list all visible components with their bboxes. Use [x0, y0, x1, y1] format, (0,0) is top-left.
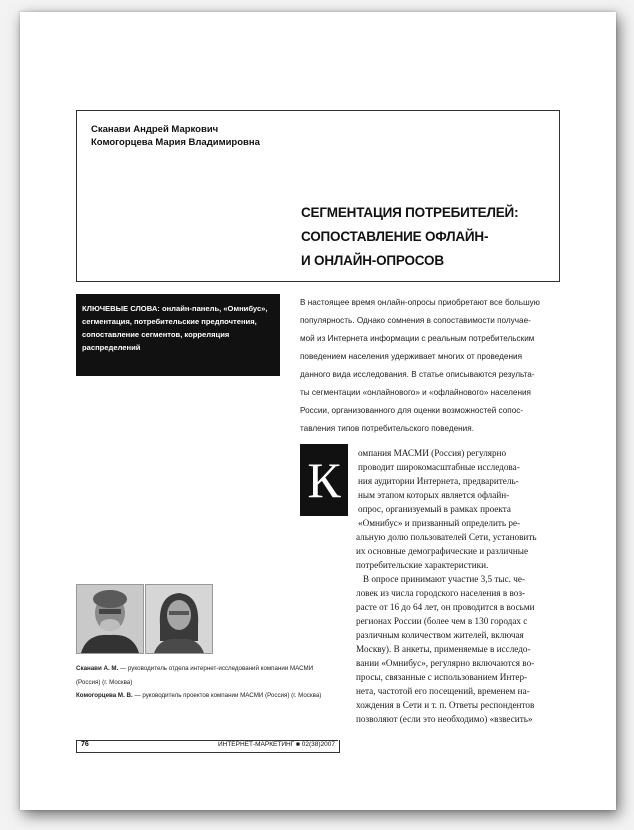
abstract-line: популярность. Однако сомнения в сопоставимости получае-: [300, 316, 531, 325]
page-number: 76: [81, 741, 89, 748]
abstract-line: России, организованного для оценки возможностей сопос-: [300, 406, 524, 415]
body-text-top: [358, 446, 520, 530]
drop-cap: К: [300, 444, 348, 516]
body-line: хождения в Сети и т. п. Ответы респондентов: [356, 700, 535, 710]
title-line: И ОНЛАЙН-ОПРОСОВ: [301, 253, 444, 268]
portrait-male-icon: [77, 585, 143, 653]
article-title: [301, 201, 551, 273]
abstract-line: поведением населения удерживает многих от проведения: [300, 352, 523, 361]
body-line: ловек из числа городского населения в воз-: [356, 588, 526, 598]
caption-line: [76, 689, 338, 703]
page-footer: [76, 740, 340, 753]
body-line: вании «Омнибус», регулярно включаются во-: [356, 658, 535, 668]
body-line: проводит широкомасштабные исследова-: [358, 462, 520, 472]
body-line: нета, частотой его посещений, временем на-: [356, 686, 530, 696]
body-line: Москву). В анкеты, применяемые в исследо-: [356, 644, 531, 654]
author-name: Комогорцева Мария Владимировна: [91, 137, 260, 148]
body-line: ным этапом которых является офлайн-: [358, 490, 510, 500]
footer-rule: [76, 740, 338, 741]
body-line: расте от 16 до 64 лет, он проводится в восьми: [356, 602, 535, 612]
caption-text: (Россия) (г. Москва): [76, 678, 133, 686]
keywords-box: КЛЮЧЕВЫЕ СЛОВА: онлайн-панель, «Омнибус», сегментация, потребительские предпочтения, сопоставление сегментов, корреляция распределений: [76, 294, 280, 376]
authors: [91, 123, 260, 149]
body-line: «Омнибус» и призванный определить ре-: [358, 518, 521, 528]
caption-name: Сканави А. М.: [76, 665, 119, 672]
body-line: различным количеством жителей, включая: [356, 630, 524, 640]
abstract-line: ты сегментации «онлайнового» и «офлайнового» населения: [300, 388, 531, 397]
body-line: омпания МАСМИ (Россия) регулярно: [358, 448, 507, 458]
body-line: В опросе принимают участие 3,5 тыс. че-: [356, 574, 526, 584]
body-line: ния аудитории Интернета, предваритель-: [358, 476, 519, 486]
body-line: регионах России (более чем в 130 городах с: [356, 616, 528, 626]
caption-name: Комогорцева М. В.: [76, 692, 133, 699]
portrait-female-icon: [146, 585, 212, 653]
body-line: их основные демографические и различные: [356, 546, 529, 556]
abstract-line: В настоящее время онлайн-опросы приобретают все большую: [300, 298, 540, 307]
body-line: просы, связанные с использованием Интер-: [356, 672, 528, 682]
author-photo-male: [76, 584, 144, 654]
body-line: альную долю пользователей Сети, установить: [356, 532, 537, 542]
author-photo-female: [145, 584, 213, 654]
caption-text: — руководитель отдела интернет-исследований компании МАСМИ: [118, 665, 314, 672]
abstract: [300, 294, 558, 438]
caption-line: [76, 662, 338, 676]
title-line: СЕГМЕНТАЦИЯ ПОТРЕБИТЕЛЕЙ:: [301, 205, 519, 220]
body-line: опрос, организуемый в рамках проекта: [358, 504, 511, 514]
author-name: Сканави Андрей Маркович: [91, 124, 219, 135]
body-line: потребительские характеристики.: [356, 560, 489, 570]
journal-name: ИНТЕРНЕТ-МАРКЕТИНГ ■ 02(38)2007: [217, 741, 335, 748]
caption-line: [76, 676, 338, 690]
photo-caption: [76, 662, 338, 703]
caption-text: — руководитель проектов компании МАСМИ (Россия) (г. Москва): [132, 692, 322, 699]
abstract-line: тавления типов потребительского поведения.: [300, 424, 474, 433]
body-text-main: [356, 530, 537, 726]
title-line: СОПОСТАВЛЕНИЕ ОФЛАЙН-: [301, 229, 489, 244]
header-box: [76, 110, 560, 282]
body-line: позволяют (если это необходимо) «взвесить»: [356, 714, 533, 724]
abstract-line: данного вида исследования. В статье описываются результа-: [300, 370, 535, 379]
abstract-line: мой из Интернета информации с реальным потребительским: [300, 334, 535, 343]
